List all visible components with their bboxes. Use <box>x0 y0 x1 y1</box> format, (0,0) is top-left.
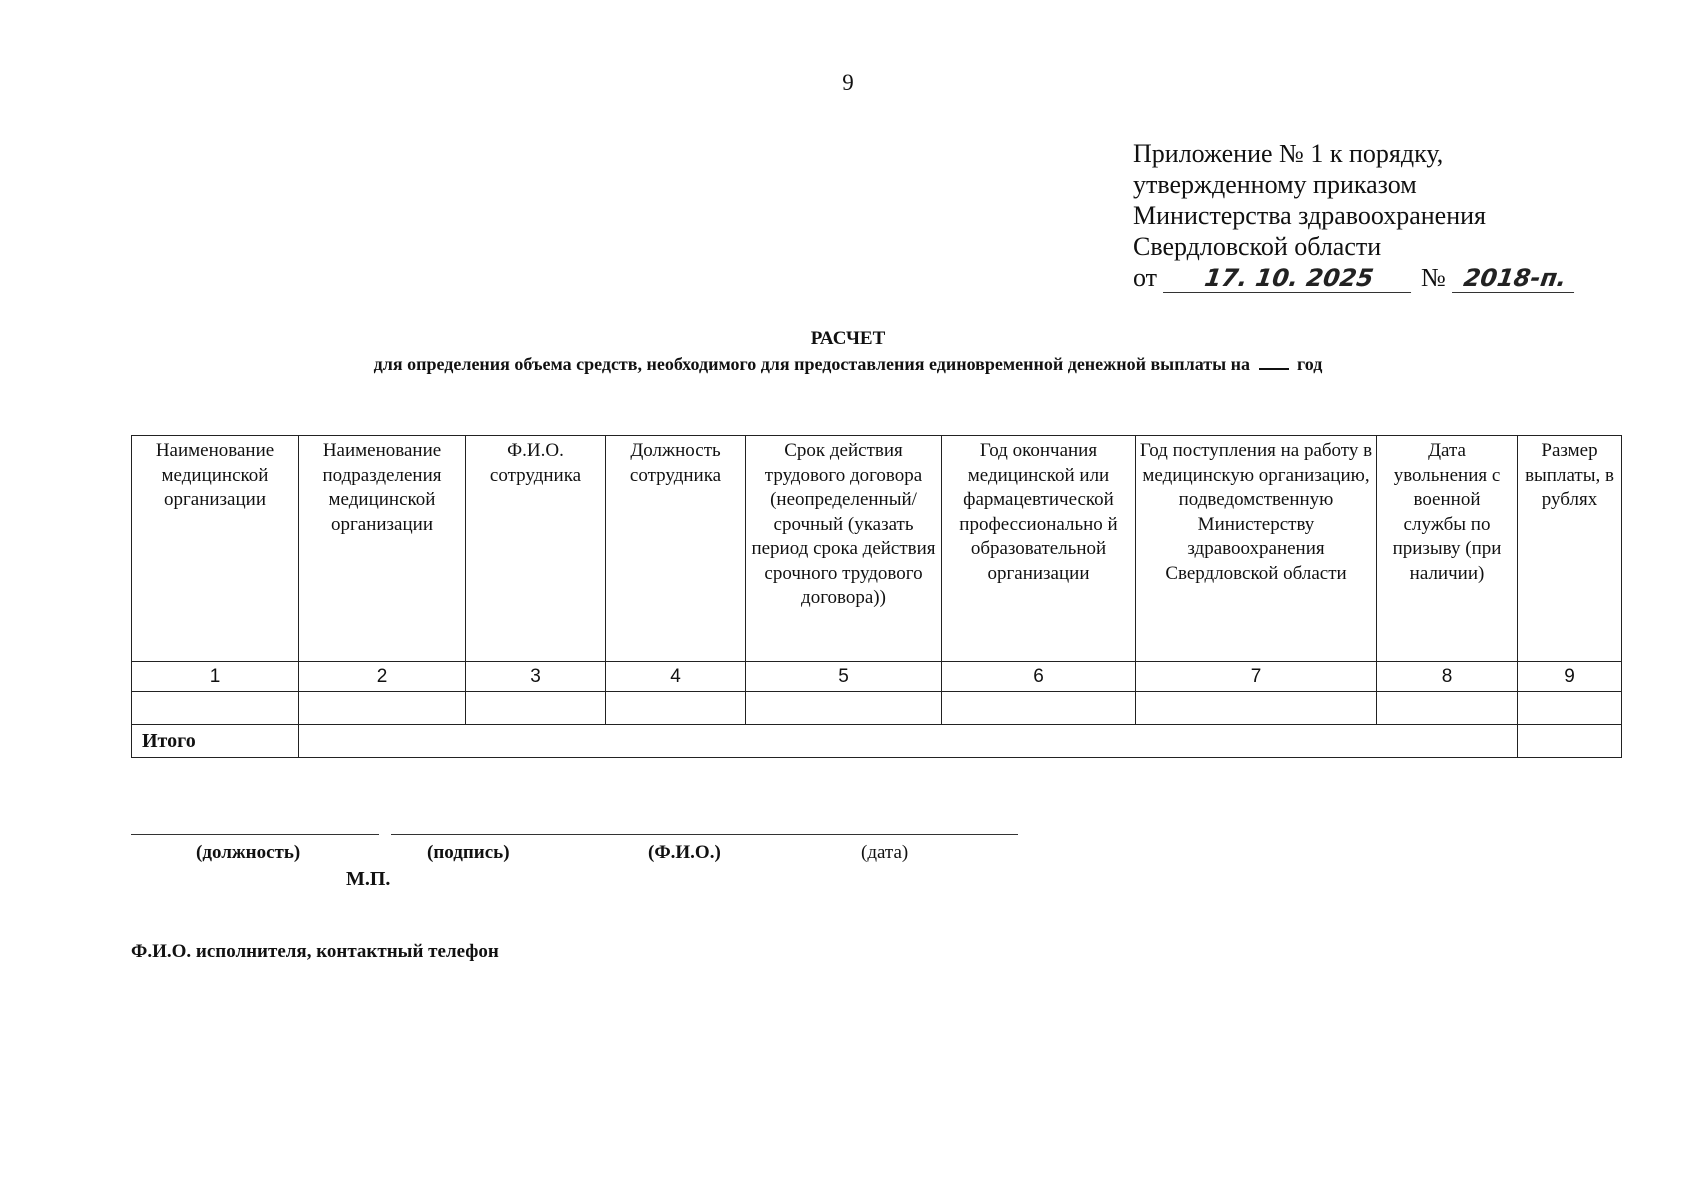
appendix-line-3: Министерства здравоохранения <box>1133 201 1486 230</box>
order-date-handwritten: 17. 10. 2025 <box>1163 264 1415 293</box>
table-cell <box>132 692 299 725</box>
subtitle-text: для определения объема средств, необходимого для предоставления единовременной денежной выплаты на <box>373 354 1251 374</box>
executor-caption: Ф.И.О. исполнителя, контактный телефон <box>131 941 499 962</box>
calculation-table <box>131 435 1622 758</box>
column-number-row <box>132 662 1622 692</box>
appendix-line-1: Приложение № 1 к порядку, <box>1133 139 1444 168</box>
table-cell <box>1518 692 1622 725</box>
order-number-handwritten: 2018-п. <box>1452 264 1578 293</box>
total-merged-cell <box>299 725 1518 758</box>
signature-caption: (подпись) <box>427 842 510 863</box>
column-number: 3 <box>466 662 606 692</box>
column-number: 2 <box>299 662 466 692</box>
table-cell <box>1377 692 1518 725</box>
total-label: Итого <box>132 725 299 758</box>
header-org-name: Наименование медицинской организации <box>132 436 299 662</box>
table-cell <box>466 692 606 725</box>
table-cell <box>299 692 466 725</box>
table-cell <box>606 692 746 725</box>
total-row <box>132 725 1622 758</box>
position-signature-line <box>131 834 379 835</box>
column-number: 4 <box>606 662 746 692</box>
signature-name-date-line <box>391 834 1018 835</box>
column-number: 6 <box>942 662 1136 692</box>
appendix-line-2: утвержденному приказом <box>1133 170 1417 199</box>
column-number: 7 <box>1136 662 1377 692</box>
table-data-row <box>132 692 1622 725</box>
number-prefix: № <box>1421 263 1446 292</box>
header-payment-amount: Размер выплаты, в рублях <box>1518 436 1622 662</box>
subtitle-year-word: год <box>1297 354 1323 374</box>
appendix-block <box>1133 138 1576 293</box>
date-caption: (дата) <box>861 842 909 863</box>
column-number: 9 <box>1518 662 1622 692</box>
order-date-row <box>1133 262 1576 293</box>
header-discharge-date: Дата увольнения с военной службы по призыву (при наличии) <box>1377 436 1518 662</box>
date-prefix: от <box>1133 263 1158 292</box>
column-number: 1 <box>132 662 299 692</box>
table-cell <box>746 692 942 725</box>
year-blank <box>1259 368 1289 370</box>
total-amount-cell <box>1518 725 1622 758</box>
header-graduation-year: Год окончания медицинской или фармацевтической профессионально й образовательной организации <box>942 436 1136 662</box>
table-cell <box>942 692 1136 725</box>
position-caption: (должность) <box>196 842 301 863</box>
table-header-row <box>132 436 1622 662</box>
header-employee-name: Ф.И.О. сотрудника <box>466 436 606 662</box>
appendix-line-4: Свердловской области <box>1133 232 1382 261</box>
header-contract-term: Срок действия трудового договора (неопределенный/ срочный (указать период срока действия срочного трудового договора)) <box>746 436 942 662</box>
name-caption: (Ф.И.О.) <box>648 842 721 863</box>
stamp-place-label: М.П. <box>346 868 391 890</box>
document-title: РАСЧЕТ <box>810 328 886 349</box>
column-number: 8 <box>1377 662 1518 692</box>
header-hire-year: Год поступления на работу в медицинскую организацию, подведомственную Министерству здравоохранения Свердловской области <box>1136 436 1377 662</box>
document-subtitle <box>0 354 1696 375</box>
header-position: Должность сотрудника <box>606 436 746 662</box>
column-number: 5 <box>746 662 942 692</box>
table-cell <box>1136 692 1377 725</box>
page-number: 9 <box>842 70 854 95</box>
header-department: Наименование подразделения медицинской организации <box>299 436 466 662</box>
